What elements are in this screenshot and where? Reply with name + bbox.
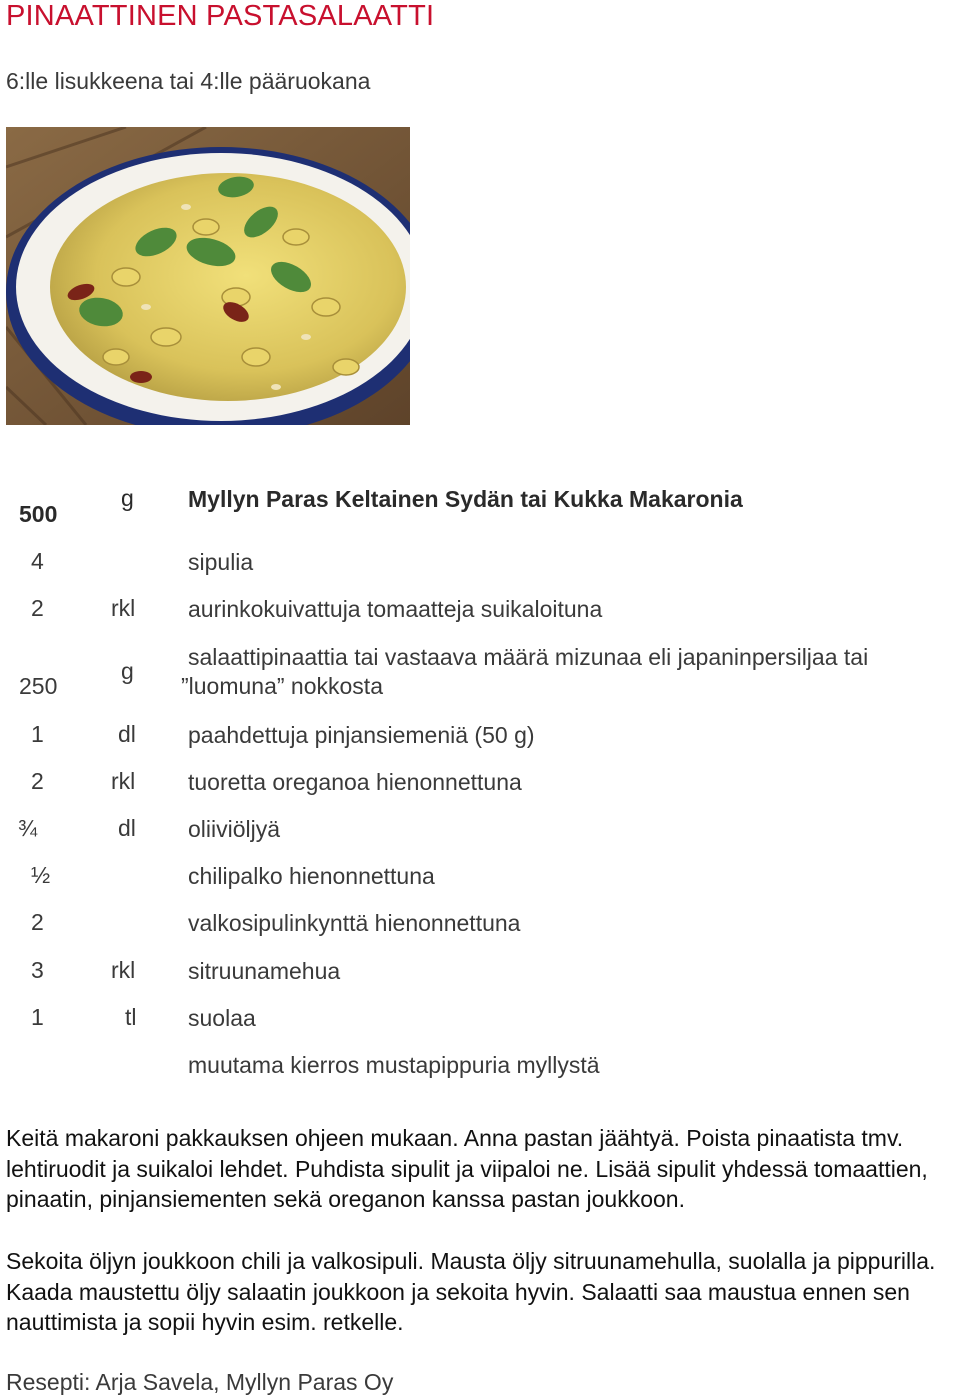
ingredient-name: tuoretta oreganoa hienonnettuna (188, 769, 522, 795)
ingredient-amount: 1 (31, 721, 44, 747)
ingredient-name: valkosipulinkynttä hienonnettuna (188, 910, 521, 936)
ingredient-name: aurinkokuivattuja tomaatteja suikaloituna (188, 596, 603, 622)
pasta-salad-photo (6, 127, 410, 425)
ingredient-name: Myllyn Paras Keltainen Sydän tai Kukka Makaronia (188, 486, 743, 512)
ingredient-name: paahdettuja pinjansiemeniä (50 g) (188, 722, 535, 748)
ingredient-name-line2: ”luomuna” nokkosta (181, 673, 383, 699)
recipe-credit: Resepti: Arja Savela, Myllyn Paras Oy (6, 1369, 394, 1395)
ingredient-amount: 2 (31, 768, 44, 794)
ingredient-unit: rkl (111, 595, 136, 621)
ingredient-name: sitruunamehua (188, 958, 341, 984)
ingredient-unit: dl (118, 721, 136, 747)
ingredient-amount: 2 (31, 595, 44, 621)
ingredient-name: chilipalko hienonnettuna (188, 863, 435, 889)
instructions-paragraph-2: Sekoita öljyn joukkoon chili ja valkosipuli. Mausta öljy sitruunamehulla, suolalla ja pippurilla. Kaada maustettu öljy salaatin joukkoon ja sekoita hyvin. Salaatti saa maustua ennen sen nauttimista ja sopii hyvin esim. retkelle. (6, 1248, 936, 1335)
ingredient-unit: tl (125, 1004, 137, 1030)
ingredient-amount: 250 (19, 673, 58, 699)
ingredient-name: sipulia (188, 549, 254, 575)
ingredient-amount: 500 (19, 501, 58, 527)
ingredient-unit: dl (118, 815, 136, 841)
ingredient-amount: ½ (31, 862, 51, 888)
ingredient-amount: 4 (31, 548, 44, 574)
ingredient-unit: rkl (111, 768, 136, 794)
ingredient-unit: g (121, 485, 134, 511)
ingredient-unit: rkl (111, 957, 136, 983)
recipe-title: PINAATTINEN PASTASALAATTI (6, 0, 435, 32)
ingredient-unit: g (121, 658, 134, 684)
ingredient-amount: 1 (31, 1004, 44, 1030)
instructions-paragraph-1: Keitä makaroni pakkauksen ohjeen mukaan. Anna pastan jäähtyä. Poista pinaatista tmv. lehtiruodit ja suikaloi lehdet. Puhdista sipulit ja viipaloi ne. Lisää sipulit yhdessä tomaattien, pinaatin, pinjansiementen sekä oreganon kanssa pastan joukkoon. (6, 1125, 928, 1212)
ingredient-name: muutama kierros mustapippuria myllystä (188, 1052, 600, 1078)
ingredient-name: suolaa (188, 1005, 256, 1031)
ingredient-amount: 3 (31, 957, 44, 983)
ingredient-name-line1: salaattipinaattia tai vastaava määrä mizunaa eli japaninpersiljaa tai (188, 644, 869, 670)
ingredient-amount: 2 (31, 909, 44, 935)
ingredient-amount: ¾ (18, 815, 38, 841)
servings-note: 6:lle lisukkeena tai 4:lle pääruokana (6, 68, 371, 94)
ingredient-name: oliiviöljyä (188, 816, 281, 842)
